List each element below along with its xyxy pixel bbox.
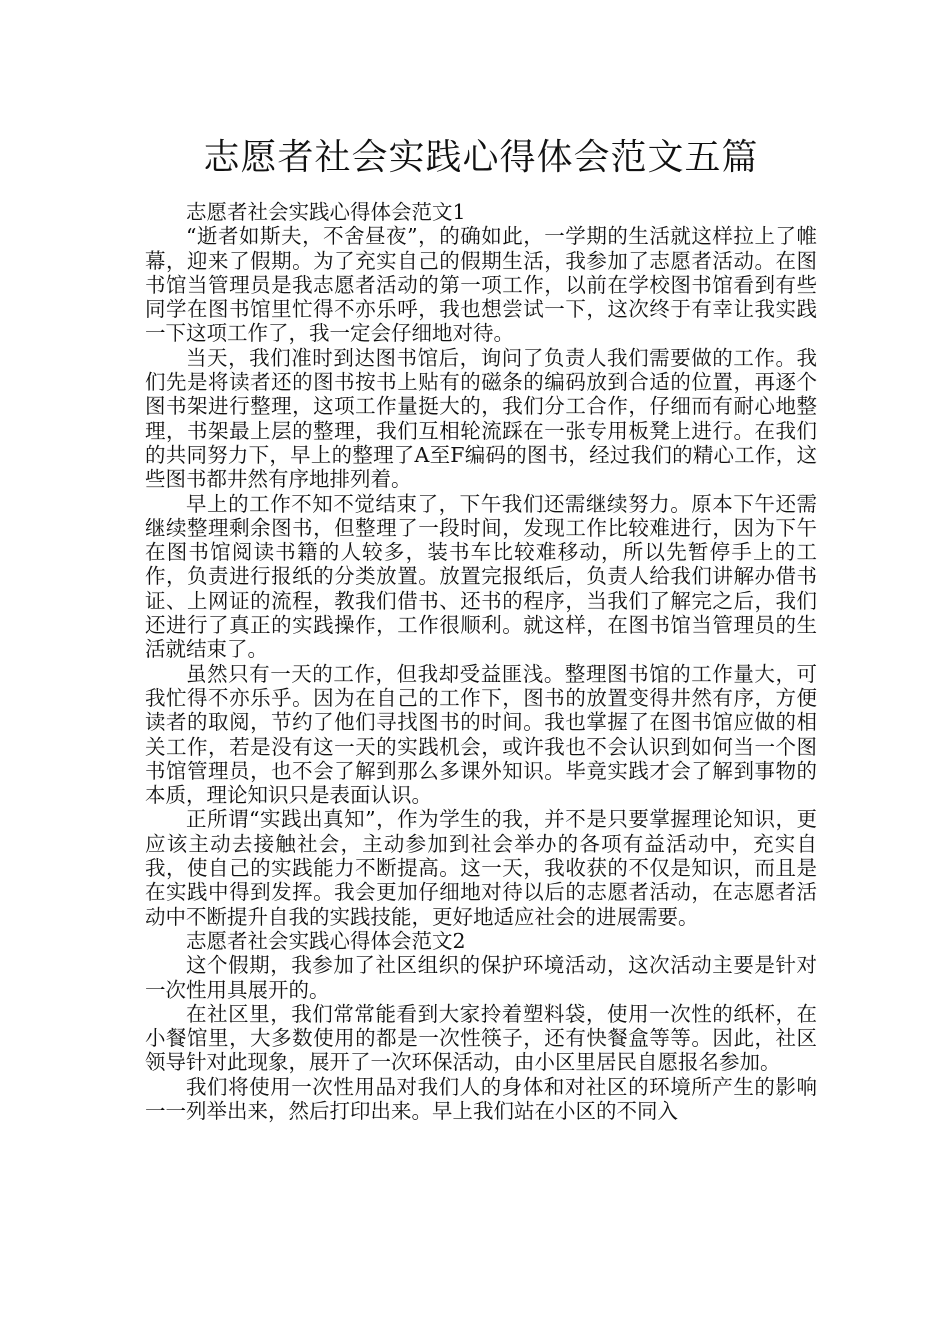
body-paragraph: 在社区里，我们常常能看到大家拎着塑料袋，使用一次性的纸杯，在小餐馆里，大多数使用的都是一次性筷子，还有快餐盒等等。因此，社区领导针对此现象，展开了一次环保活动，由小区里居民自愿报名参加。	[145, 1001, 817, 1075]
body-paragraph: 早上的工作不知不觉结束了，下午我们还需继续努力。原本下午还需继续整理剩余图书，但整理了一段时间，发现工作比较难进行，因为下午在图书馆阅读书籍的人较多，装书车比较难移动，所以先暂停手上的工作，负责进行报纸的分类放置。放置完报纸后，负责人给我们讲解办借书证、上网证的流程，教我们借书、还书的程序，当我们了解完之后，我们还进行了真正的实践操作，工作很顺利。就这样，在图书馆当管理员的生活就结束了。	[145, 491, 817, 662]
body-paragraph: 我们将使用一次性用品对我们人的身体和对社区的环境所产生的影响一一列举出来，然后打印出来。早上我们站在小区的不同入	[145, 1074, 817, 1123]
body-paragraph: 正所谓“实践出真知”，作为学生的我，并不是只要掌握理论知识，更应该主动去接触社会，主动参加到社会举办的各项有益活动中，充实自我，使自己的实践能力不断提高。这一天，我收获的不仅是知识，而且是在实践中得到发挥。我会更加仔细地对待以后的志愿者活动，在志愿者活动中不断提升自我的实践技能，更好地适应社会的进展需要。	[145, 807, 817, 929]
body-paragraph: 这个假期，我参加了社区组织的保护环境活动，这次活动主要是针对一次性用具展开的。	[145, 953, 817, 1002]
body-paragraph: “逝者如斯夫，不舍昼夜”，的确如此，一学期的生活就这样拉上了帷幕，迎来了假期。为了充实自己的假期生活，我参加了志愿者活动。在图书馆当管理员是我志愿者活动的第一项工作，以前在学校图书馆看到有些同学在图书馆里忙得不亦乐呼，我也想尝试一下，这次终于有幸让我实践一下这项工作了，我一定会仔细地对待。	[145, 224, 817, 346]
document-page	[145, 0, 817, 1123]
document-body	[145, 200, 817, 1123]
body-paragraph: 当天，我们准时到达图书馆后，询问了负责人我们需要做的工作。我们先是将读者还的图书按书上贴有的磁条的编码放到合适的位置，再逐个图书架进行整理，这项工作量挺大的，我们分工合作，仔细而有耐心地整理，书架最上层的整理，我们互相轮流踩在一张专用板凳上进行。在我们的共同努力下，早上的整理了A至F编码的图书，经过我们的精心工作，这些图书都井然有序地排列着。	[145, 345, 817, 492]
document-title: 志愿者社会实践心得体会范文五篇	[203, 137, 759, 178]
body-paragraph: 虽然只有一天的工作，但我却受益匪浅。整理图书馆的工作量大，可我忙得不亦乐乎。因为在自己的工作下，图书的放置变得井然有序，方便读者的取阅，节约了他们寻找图书的时间。我也掌握了在图书馆应做的相关工作，若是没有这一天的实践机会，或许我也不会认识到如何当一个图书馆管理员，也不会了解到那么多课外知识。毕竟实践才会了解到事物的本质，理论知识只是表面认识。	[145, 661, 817, 808]
section-heading: 志愿者社会实践心得体会范文2	[186, 928, 466, 953]
section-heading: 志愿者社会实践心得体会范文1	[186, 200, 466, 224]
